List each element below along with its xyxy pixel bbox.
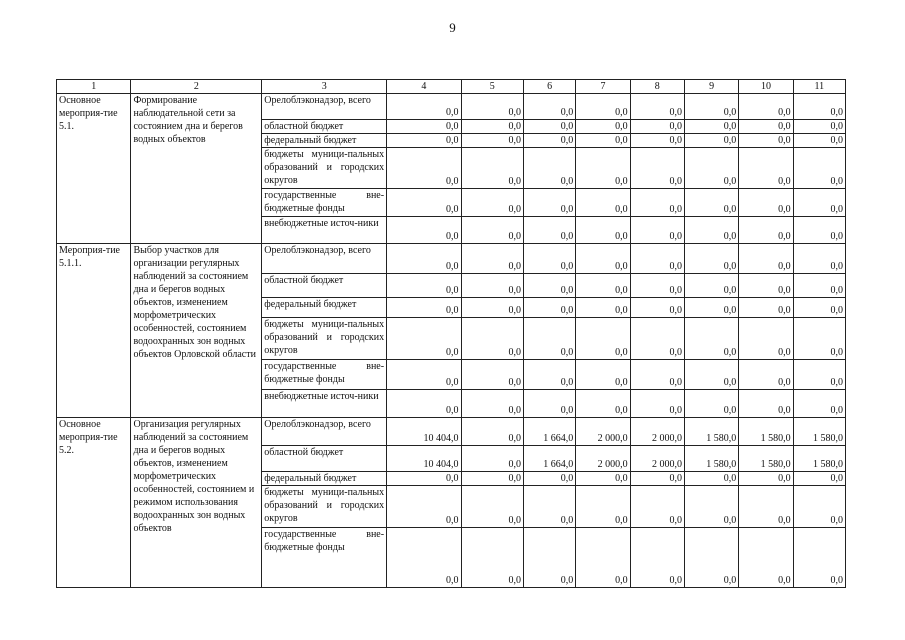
amount-cell-col-10: 0,0 (739, 217, 793, 244)
amount-cell-col-10: 0,0 (739, 528, 793, 588)
amount-cell-col-9: 0,0 (684, 360, 738, 390)
amount-cell-col-10: 1 580,0 (739, 446, 793, 472)
amount-cell-col-7: 0,0 (576, 360, 630, 390)
column-header-7: 7 (576, 80, 630, 94)
funding-source (262, 274, 387, 298)
amount-cell-col-7: 0,0 (576, 274, 630, 298)
amount-cell-col-5: 0,0 (461, 298, 523, 318)
amount-cell-col-4: 0,0 (387, 318, 461, 360)
amount-cell-col-5: 0,0 (461, 528, 523, 588)
funding-source-label: внебюджетные источ-ники (264, 391, 379, 402)
amount-cell-col-10: 0,0 (739, 244, 793, 274)
amount-cell-col-10: 0,0 (739, 189, 793, 217)
amount-cell-col-7: 0,0 (576, 528, 630, 588)
amount-cell-col-6: 0,0 (523, 528, 575, 588)
amount-cell-col-10: 0,0 (739, 120, 793, 134)
amount-cell-col-7: 0,0 (576, 120, 630, 134)
page-number: 9 (449, 20, 456, 35)
amount-cell-col-11: 0,0 (793, 134, 845, 148)
funding-source-label: государственные вне-бюджетные фонды (264, 361, 385, 385)
column-header-4: 4 (387, 80, 461, 94)
amount-cell-col-6: 0,0 (523, 486, 575, 528)
amount-cell-col-8: 0,0 (630, 244, 684, 274)
funding-source-label: Орелоблэконадзор, всего (264, 95, 371, 106)
amount-cell-col-7: 0,0 (576, 486, 630, 528)
amount-cell-col-9: 1 580,0 (684, 446, 738, 472)
amount-cell-col-5: 0,0 (461, 390, 523, 418)
event-title: Выбор участков для организации регулярных наблюдений за состоянием дна и берегов водных объектов, изменением морфометрических особенностей, состоянием водоохранных зон водных объектов Орловской области (131, 244, 262, 418)
amount-cell-col-6: 0,0 (523, 120, 575, 134)
amount-cell-col-7: 0,0 (576, 217, 630, 244)
funding-source-label: Орелоблэконадзор, всего (264, 419, 371, 430)
funding-source (262, 134, 387, 148)
amount-cell-col-6: 0,0 (523, 134, 575, 148)
funding-source-label: бюджеты муници-пальных образований и городских округов (264, 487, 385, 524)
amount-cell-col-4: 0,0 (387, 148, 461, 189)
funding-source (262, 390, 387, 418)
event-title: Организация регулярных наблюдений за состоянием дна и берегов водных объектов, изменением морфометрических особенностей, состоянием и режимом использования водоохранных зон водных объектов (131, 418, 262, 588)
amount-cell-col-6: 0,0 (523, 189, 575, 217)
amount-cell-col-7: 2 000,0 (576, 418, 630, 446)
event-code: Основное мероприя-тие 5.1. (57, 94, 131, 244)
event-code: Основное мероприя-тие 5.2. (57, 418, 131, 588)
amount-cell-col-4: 0,0 (387, 298, 461, 318)
amount-cell-col-8: 0,0 (630, 217, 684, 244)
amount-cell-col-6: 1 664,0 (523, 418, 575, 446)
funding-source (262, 472, 387, 486)
amount-cell-col-5: 0,0 (461, 274, 523, 298)
amount-cell-col-8: 0,0 (630, 298, 684, 318)
amount-cell-col-10: 0,0 (739, 94, 793, 120)
amount-cell-col-11: 0,0 (793, 298, 845, 318)
amount-cell-col-8: 0,0 (630, 360, 684, 390)
amount-cell-col-11: 0,0 (793, 217, 845, 244)
amount-cell-col-7: 0,0 (576, 298, 630, 318)
amount-cell-col-4: 0,0 (387, 189, 461, 217)
amount-cell-col-9: 0,0 (684, 472, 738, 486)
amount-cell-col-6: 0,0 (523, 472, 575, 486)
funding-source (262, 217, 387, 244)
amount-cell-col-10: 0,0 (739, 472, 793, 486)
amount-cell-col-10: 0,0 (739, 274, 793, 298)
column-header-2: 2 (131, 80, 262, 94)
amount-cell-col-5: 0,0 (461, 360, 523, 390)
amount-cell-col-9: 0,0 (684, 528, 738, 588)
funding-source (262, 298, 387, 318)
funding-source (262, 418, 387, 446)
column-header-9: 9 (684, 80, 738, 94)
amount-cell-col-8: 0,0 (630, 189, 684, 217)
amount-cell-col-6: 1 664,0 (523, 446, 575, 472)
funding-source (262, 148, 387, 189)
amount-cell-col-10: 1 580,0 (739, 418, 793, 446)
amount-cell-col-6: 0,0 (523, 390, 575, 418)
amount-cell-col-4: 0,0 (387, 486, 461, 528)
amount-cell-col-11: 0,0 (793, 318, 845, 360)
amount-cell-col-9: 0,0 (684, 94, 738, 120)
funding-source-label: Орелоблэконадзор, всего (264, 245, 371, 256)
funding-source-label: государственные вне-бюджетные фонды (264, 529, 385, 553)
funding-source-label: федеральный бюджет (264, 299, 357, 310)
amount-cell-col-5: 0,0 (461, 318, 523, 360)
amount-cell-col-11: 0,0 (793, 148, 845, 189)
amount-cell-col-5: 0,0 (461, 446, 523, 472)
amount-cell-col-11: 0,0 (793, 360, 845, 390)
amount-cell-col-11: 0,0 (793, 94, 845, 120)
amount-cell-col-9: 0,0 (684, 486, 738, 528)
funding-source (262, 94, 387, 120)
amount-cell-col-4: 10 404,0 (387, 418, 461, 446)
amount-cell-col-8: 0,0 (630, 120, 684, 134)
amount-cell-col-5: 0,0 (461, 217, 523, 244)
amount-cell-col-6: 0,0 (523, 94, 575, 120)
amount-cell-col-9: 0,0 (684, 318, 738, 360)
event-code: Мероприя-тие 5.1.1. (57, 244, 131, 418)
amount-cell-col-4: 0,0 (387, 94, 461, 120)
amount-cell-col-8: 0,0 (630, 134, 684, 148)
amount-cell-col-9: 0,0 (684, 274, 738, 298)
table-row (57, 418, 846, 446)
amount-cell-col-11: 1 580,0 (793, 418, 845, 446)
amount-cell-col-5: 0,0 (461, 189, 523, 217)
amount-cell-col-8: 0,0 (630, 472, 684, 486)
funding-source-label: областной бюджет (264, 275, 344, 286)
amount-cell-col-5: 0,0 (461, 472, 523, 486)
funding-source-label: федеральный бюджет (264, 473, 357, 484)
amount-cell-col-4: 0,0 (387, 390, 461, 418)
column-header-6: 6 (523, 80, 575, 94)
amount-cell-col-7: 2 000,0 (576, 446, 630, 472)
amount-cell-col-6: 0,0 (523, 148, 575, 189)
funding-source-label: внебюджетные источ-ники (264, 218, 379, 229)
funding-source (262, 360, 387, 390)
amount-cell-col-9: 0,0 (684, 120, 738, 134)
amount-cell-col-11: 0,0 (793, 472, 845, 486)
amount-cell-col-11: 0,0 (793, 274, 845, 298)
amount-cell-col-4: 10 404,0 (387, 446, 461, 472)
amount-cell-col-9: 0,0 (684, 189, 738, 217)
column-header-10: 10 (739, 80, 793, 94)
column-header-5: 5 (461, 80, 523, 94)
amount-cell-col-10: 0,0 (739, 148, 793, 189)
amount-cell-col-8: 2 000,0 (630, 446, 684, 472)
amount-cell-col-5: 0,0 (461, 486, 523, 528)
funding-source (262, 528, 387, 588)
amount-cell-col-6: 0,0 (523, 217, 575, 244)
amount-cell-col-7: 0,0 (576, 134, 630, 148)
amount-cell-col-8: 0,0 (630, 148, 684, 189)
funding-source-label: бюджеты муници-пальных образований и городских округов (264, 319, 385, 356)
amount-cell-col-7: 0,0 (576, 94, 630, 120)
amount-cell-col-5: 0,0 (461, 134, 523, 148)
amount-cell-col-5: 0,0 (461, 94, 523, 120)
amount-cell-col-11: 0,0 (793, 528, 845, 588)
amount-cell-col-11: 0,0 (793, 120, 845, 134)
funding-source (262, 446, 387, 472)
amount-cell-col-5: 0,0 (461, 148, 523, 189)
funding-source-label: федеральный бюджет (264, 135, 357, 146)
budget-table (56, 79, 846, 588)
table-row (57, 94, 846, 120)
amount-cell-col-5: 0,0 (461, 418, 523, 446)
amount-cell-col-8: 0,0 (630, 486, 684, 528)
funding-source (262, 189, 387, 217)
amount-cell-col-9: 0,0 (684, 148, 738, 189)
column-header-3: 3 (262, 80, 387, 94)
amount-cell-col-8: 0,0 (630, 528, 684, 588)
amount-cell-col-10: 0,0 (739, 486, 793, 528)
funding-source-label: бюджеты муници-пальных образований и городских округов (264, 149, 385, 186)
amount-cell-col-10: 0,0 (739, 360, 793, 390)
amount-cell-col-4: 0,0 (387, 274, 461, 298)
funding-source-label: государственные вне-бюджетные фонды (264, 190, 385, 214)
amount-cell-col-6: 0,0 (523, 244, 575, 274)
amount-cell-col-6: 0,0 (523, 360, 575, 390)
amount-cell-col-7: 0,0 (576, 390, 630, 418)
amount-cell-col-4: 0,0 (387, 217, 461, 244)
amount-cell-col-9: 1 580,0 (684, 418, 738, 446)
column-header-1: 1 (57, 80, 131, 94)
amount-cell-col-6: 0,0 (523, 318, 575, 360)
funding-source (262, 244, 387, 274)
amount-cell-col-11: 0,0 (793, 244, 845, 274)
amount-cell-col-10: 0,0 (739, 390, 793, 418)
amount-cell-col-8: 0,0 (630, 94, 684, 120)
amount-cell-col-4: 0,0 (387, 244, 461, 274)
amount-cell-col-10: 0,0 (739, 134, 793, 148)
funding-source (262, 486, 387, 528)
amount-cell-col-7: 0,0 (576, 472, 630, 486)
column-header-11: 11 (793, 80, 845, 94)
table-row (57, 244, 846, 274)
amount-cell-col-4: 0,0 (387, 120, 461, 134)
amount-cell-col-9: 0,0 (684, 244, 738, 274)
amount-cell-col-7: 0,0 (576, 244, 630, 274)
amount-cell-col-6: 0,0 (523, 274, 575, 298)
event-title: Формирование наблюдательной сети за состоянием дна и берегов водных объектов (131, 94, 262, 244)
amount-cell-col-4: 0,0 (387, 528, 461, 588)
amount-cell-col-6: 0,0 (523, 298, 575, 318)
funding-source (262, 120, 387, 134)
amount-cell-col-4: 0,0 (387, 134, 461, 148)
amount-cell-col-10: 0,0 (739, 318, 793, 360)
amount-cell-col-9: 0,0 (684, 298, 738, 318)
amount-cell-col-8: 0,0 (630, 318, 684, 360)
funding-source (262, 318, 387, 360)
funding-source-label: областной бюджет (264, 121, 344, 132)
amount-cell-col-10: 0,0 (739, 298, 793, 318)
amount-cell-col-9: 0,0 (684, 134, 738, 148)
amount-cell-col-5: 0,0 (461, 120, 523, 134)
amount-cell-col-11: 0,0 (793, 486, 845, 528)
amount-cell-col-8: 0,0 (630, 274, 684, 298)
amount-cell-col-4: 0,0 (387, 360, 461, 390)
header-row (57, 80, 846, 94)
amount-cell-col-7: 0,0 (576, 318, 630, 360)
amount-cell-col-7: 0,0 (576, 148, 630, 189)
amount-cell-col-7: 0,0 (576, 189, 630, 217)
amount-cell-col-11: 1 580,0 (793, 446, 845, 472)
column-header-8: 8 (630, 80, 684, 94)
amount-cell-col-9: 0,0 (684, 390, 738, 418)
amount-cell-col-11: 0,0 (793, 189, 845, 217)
amount-cell-col-4: 0,0 (387, 472, 461, 486)
amount-cell-col-9: 0,0 (684, 217, 738, 244)
funding-source-label: областной бюджет (264, 447, 344, 458)
amount-cell-col-8: 0,0 (630, 390, 684, 418)
amount-cell-col-11: 0,0 (793, 390, 845, 418)
amount-cell-col-5: 0,0 (461, 244, 523, 274)
amount-cell-col-8: 2 000,0 (630, 418, 684, 446)
